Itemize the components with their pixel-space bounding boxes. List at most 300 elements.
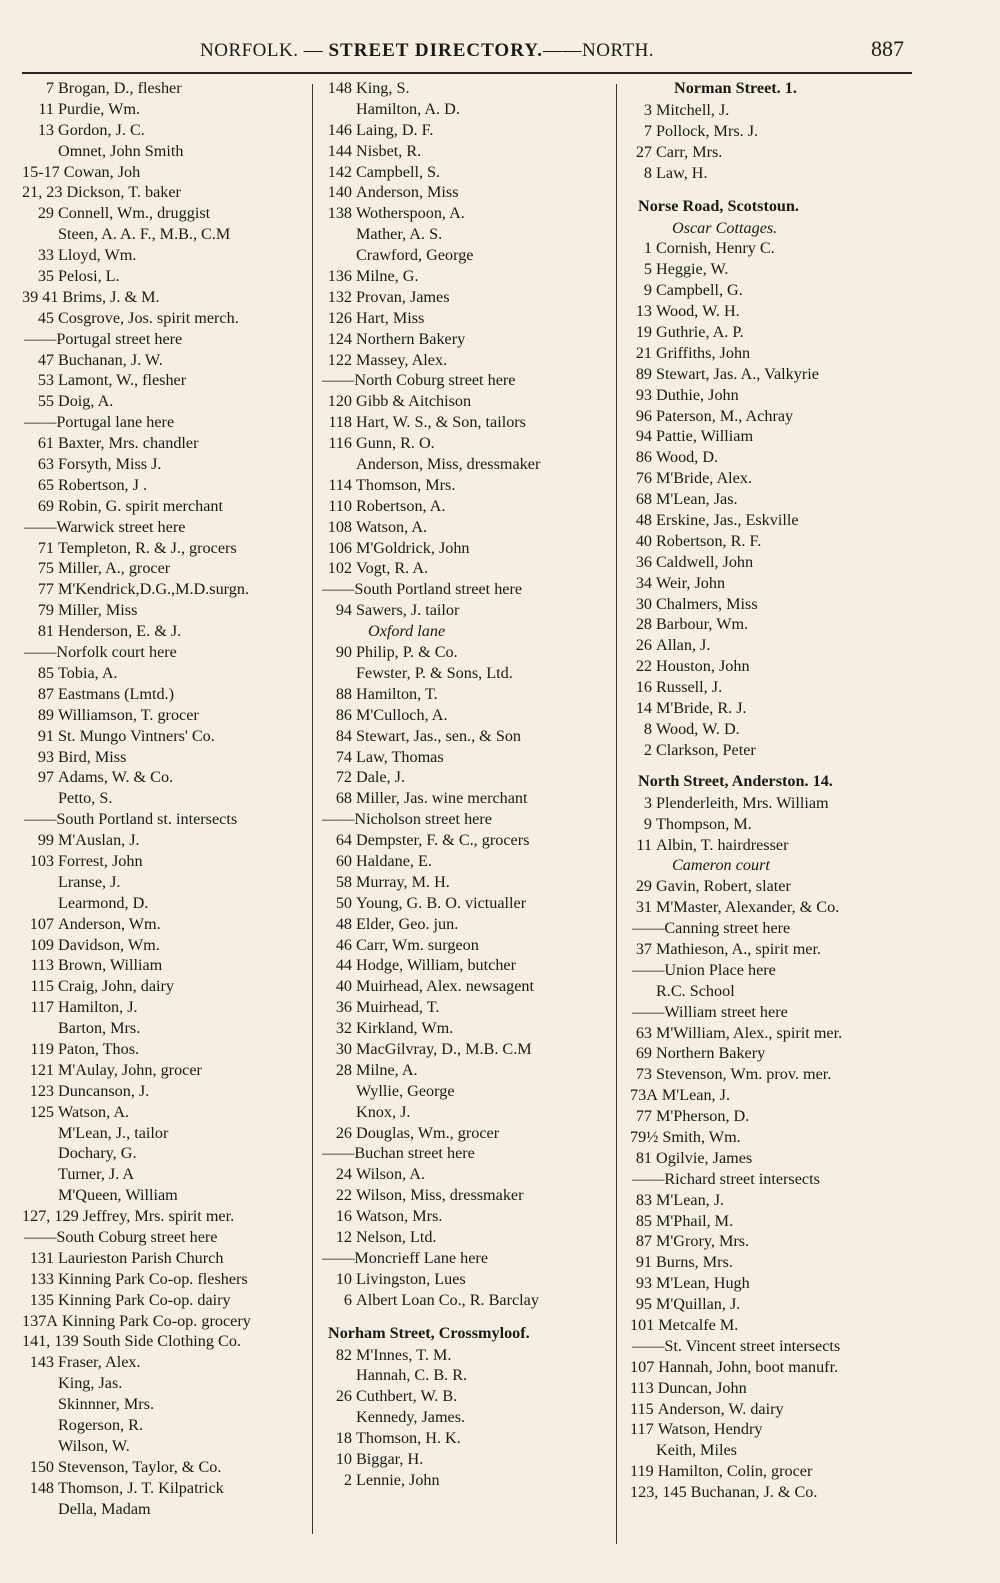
house-number xyxy=(320,1102,356,1123)
house-number: 10 xyxy=(335,1450,352,1468)
house-number xyxy=(22,141,58,162)
house-number: 117 xyxy=(30,998,54,1017)
occupant-name: Cowan, Joh xyxy=(63,162,141,181)
house-number: 46 xyxy=(335,935,352,954)
cross-street-note: ——Nicholson street here xyxy=(322,810,492,829)
cross-street-note: ——St. Vincent street intersects xyxy=(632,1336,841,1355)
house-number: 40 xyxy=(335,977,352,996)
house-number xyxy=(320,454,356,475)
occupant-name: Weir, John xyxy=(656,573,726,592)
house-number xyxy=(22,1143,58,1164)
directory-entry xyxy=(22,1478,310,1499)
house-number: 8 xyxy=(643,719,652,738)
directory-entry xyxy=(22,370,310,391)
house-number: 19 xyxy=(635,323,652,342)
directory-entry xyxy=(22,726,310,747)
directory-entry xyxy=(22,1018,310,1039)
house-number: 30 xyxy=(635,594,652,613)
occupant-name: Barbour, Wm. xyxy=(656,615,749,634)
house-number: 22 xyxy=(635,657,652,676)
directory-entry xyxy=(22,245,310,266)
occupant-name: Templeton, R. & J., grocers xyxy=(58,538,237,557)
header-dash: — xyxy=(303,40,324,61)
occupant-name: Erskine, Jas., Eskville xyxy=(656,511,799,530)
occupant-name: Fewster, P. & Sons, Ltd. xyxy=(356,663,513,682)
house-number: 89 xyxy=(37,705,54,724)
directory-entry xyxy=(22,1373,310,1394)
occupant-name: Wilson, A. xyxy=(356,1165,426,1184)
occupant-name: Allan, J. xyxy=(656,636,711,655)
house-number: 84 xyxy=(335,726,352,745)
directory-entry xyxy=(320,329,616,350)
directory-entry xyxy=(22,1164,310,1185)
house-number: 83 xyxy=(635,1190,652,1209)
occupant-name: Hamilton, A. D. xyxy=(356,99,460,118)
directory-entry xyxy=(22,224,310,245)
house-number: 69 xyxy=(37,496,54,515)
occupant-name: Laurieston Parish Church xyxy=(58,1248,224,1267)
occupant-name: Miller, Miss xyxy=(58,601,138,620)
occupant-name: Douglas, Wm., grocer xyxy=(356,1123,500,1142)
house-number: 37 xyxy=(635,939,652,958)
house-number: 122 xyxy=(327,350,352,369)
house-number: 82 xyxy=(335,1345,352,1364)
house-number: 29 xyxy=(37,204,54,223)
occupant-name: Northern Bakery xyxy=(356,329,466,348)
directory-entry xyxy=(320,1185,616,1206)
house-number: 21, 23 xyxy=(22,183,63,202)
street-heading: Norse Road, Scotstoun. xyxy=(638,196,799,215)
directory-entry xyxy=(22,1269,310,1290)
directory-entry xyxy=(22,1290,310,1311)
directory-entry xyxy=(630,1190,914,1211)
house-number: 142 xyxy=(327,162,352,181)
occupant-name: M'Innes, T. M. xyxy=(356,1345,452,1364)
occupant-name: Learmond, D. xyxy=(58,893,149,912)
occupant-name: Crawford, George xyxy=(356,246,474,265)
header-right: NORTH. xyxy=(582,40,655,61)
directory-entry xyxy=(320,454,616,475)
directory-entry xyxy=(630,594,914,615)
directory-entry xyxy=(22,872,310,893)
directory-entry xyxy=(320,872,616,893)
house-number: 108 xyxy=(327,517,352,536)
directory-entry xyxy=(22,433,310,454)
directory-entry xyxy=(320,308,616,329)
house-number: 150 xyxy=(29,1457,54,1476)
directory-entry xyxy=(630,1211,914,1232)
directory-entry xyxy=(320,767,616,788)
directory-entry xyxy=(630,447,914,468)
street-heading: North Street, Anderston. 14. xyxy=(638,771,833,790)
directory-entry xyxy=(320,1039,616,1060)
occupant-name: Forrest, John xyxy=(58,851,143,870)
house-number xyxy=(630,981,656,1002)
column-2 xyxy=(320,78,616,1491)
column-1 xyxy=(22,78,310,1519)
occupant-name: Keith, Miles xyxy=(656,1441,737,1460)
occupant-name: Knox, J. xyxy=(356,1102,411,1121)
occupant-name: Northern Bakery xyxy=(656,1044,766,1063)
directory-entry xyxy=(320,1428,616,1449)
occupant-name: Griffiths, John xyxy=(656,343,751,362)
occupant-name: M'Lean, Jas. xyxy=(656,490,738,509)
cross-street-note: ——Portugal street here xyxy=(24,329,183,348)
directory-entry xyxy=(630,614,914,635)
occupant-name: Vogt, R. A. xyxy=(356,559,429,578)
house-number: 81 xyxy=(635,1148,652,1167)
occupant-name: King, Jas. xyxy=(58,1374,123,1393)
occupant-name: Doig, A. xyxy=(58,392,114,411)
house-number: 107 xyxy=(630,1357,655,1376)
directory-entry xyxy=(630,100,914,121)
house-number: 102 xyxy=(327,559,352,578)
house-number: 34 xyxy=(635,573,652,592)
directory-entry xyxy=(630,468,914,489)
occupant-name: Dempster, F. & C., grocers xyxy=(356,831,530,850)
occupant-name: R.C. School xyxy=(656,981,735,1000)
directory-entry xyxy=(22,78,310,99)
directory-entry xyxy=(320,1345,616,1366)
house-number: 137A xyxy=(22,1311,58,1330)
occupant-name: Lennie, John xyxy=(356,1470,440,1489)
directory-entry xyxy=(320,433,616,454)
occupant-name: Robertson, J . xyxy=(58,475,148,494)
house-number: 47 xyxy=(37,350,54,369)
occupant-name: Sawers, J. tailor xyxy=(356,601,460,620)
occupant-name: Kirkland, Wm. xyxy=(356,1019,454,1038)
house-number: 144 xyxy=(327,141,352,160)
occupant-name: Dickson, T. baker xyxy=(66,183,181,202)
house-number: 133 xyxy=(29,1269,54,1288)
occupant-name: Buchanan, J. W. xyxy=(58,350,163,369)
occupant-name: Hannah, C. B. R. xyxy=(356,1366,468,1385)
house-number: 79 xyxy=(37,601,54,620)
directory-entry xyxy=(22,705,310,726)
house-number: 3 xyxy=(643,101,652,119)
directory-entry xyxy=(320,976,616,997)
directory-entry xyxy=(22,475,310,496)
occupant-name: Brogan, D., flesher xyxy=(58,79,182,97)
occupant-name: M'Kendrick,D.G.,M.D.surgn. xyxy=(58,580,250,599)
occupant-name: Della, Madam xyxy=(58,1499,151,1518)
directory-entry xyxy=(22,1311,310,1332)
occupant-name: Cornish, Henry C. xyxy=(656,239,775,258)
sub-heading: Cameron court xyxy=(672,856,770,875)
directory-entry xyxy=(22,1102,310,1123)
occupant-name: Brims, J. & M. xyxy=(62,287,160,306)
occupant-name: M'Bride, Alex. xyxy=(656,469,752,488)
occupant-name: Brown, William xyxy=(58,956,163,975)
house-number: 114 xyxy=(328,475,352,494)
occupant-name: Biggar, H. xyxy=(356,1450,424,1468)
house-number: 140 xyxy=(327,183,352,202)
house-number: 141, 139 xyxy=(22,1332,79,1351)
directory-entry xyxy=(320,663,616,684)
cross-street-note: ——Moncrieff Lane here xyxy=(322,1248,489,1267)
occupant-name: Heggie, W. xyxy=(656,260,729,279)
house-number: 85 xyxy=(37,663,54,682)
occupant-name: Hamilton, J. xyxy=(58,998,138,1017)
house-number xyxy=(22,1499,58,1520)
occupant-name: Nisbet, R. xyxy=(356,141,422,160)
house-number: 29 xyxy=(635,877,652,896)
occupant-name: Hannah, John, boot manufr. xyxy=(658,1357,839,1376)
occupant-name: Wilson, Miss, dressmaker xyxy=(356,1186,524,1205)
house-number: 68 xyxy=(635,490,652,509)
directory-entry xyxy=(630,343,914,364)
cross-street-note: ——Norfolk court here xyxy=(24,643,177,662)
directory-entry xyxy=(22,955,310,976)
occupant-name: Thomson, Mrs. xyxy=(356,475,456,494)
occupant-name: Connell, Wm., druggist xyxy=(58,204,211,223)
occupant-name: Wyllie, George xyxy=(356,1081,455,1100)
house-number: 2 xyxy=(643,740,652,759)
occupant-name: Thomson, J. T. Kilpatrick xyxy=(58,1478,224,1497)
house-number: 3 xyxy=(643,793,652,812)
house-number: 12 xyxy=(335,1227,352,1246)
occupant-name: Gavin, Robert, slater xyxy=(656,877,791,896)
house-number: 26 xyxy=(335,1387,352,1406)
house-number: 109 xyxy=(29,935,54,954)
occupant-name: Kinning Park Co-op. dairy xyxy=(58,1290,231,1309)
occupant-name: M'Culloch, A. xyxy=(356,705,448,724)
directory-entry xyxy=(22,350,310,371)
house-number: 50 xyxy=(335,893,352,912)
directory-entry xyxy=(630,1085,914,1106)
directory-entry xyxy=(320,475,616,496)
house-number: 69 xyxy=(635,1044,652,1063)
house-number: 26 xyxy=(635,636,652,655)
occupant-name: M'Lean, J. xyxy=(656,1190,725,1209)
occupant-name: Stevenson, Wm. prov. mer. xyxy=(656,1065,832,1084)
house-number: 148 xyxy=(327,79,352,97)
directory-entry xyxy=(320,1206,616,1227)
house-number: 119 xyxy=(30,1039,54,1058)
directory-entry xyxy=(320,1269,616,1290)
directory-entry xyxy=(320,1164,616,1185)
house-number: 79½ xyxy=(630,1127,659,1146)
occupant-name: Thomson, H. K. xyxy=(356,1429,461,1448)
directory-entry xyxy=(22,767,310,788)
directory-entry xyxy=(630,939,914,960)
occupant-name: Pollock, Mrs. J. xyxy=(656,121,759,140)
occupant-name: M'Lean, Hugh xyxy=(656,1274,750,1293)
directory-entry xyxy=(320,78,616,99)
column-divider xyxy=(312,84,313,1534)
house-number: 48 xyxy=(335,914,352,933)
occupant-name: Hodge, William, butcher xyxy=(356,956,516,975)
directory-entry xyxy=(320,705,616,726)
directory-entry xyxy=(22,266,310,287)
occupant-name: Hamilton, T. xyxy=(356,684,438,703)
occupant-name: Steen, A. A. F., M.B., C.M xyxy=(58,225,231,244)
occupant-name: Wood, W. H. xyxy=(656,302,740,321)
directory-entry xyxy=(22,1352,310,1373)
house-number: 11 xyxy=(38,99,54,118)
directory-entry xyxy=(22,1081,310,1102)
occupant-name: Duncan, John xyxy=(657,1378,747,1397)
house-number: 7 xyxy=(45,79,54,97)
directory-entry xyxy=(630,1357,914,1378)
house-number: 107 xyxy=(29,914,54,933)
directory-entry xyxy=(22,1331,310,1352)
house-number: 94 xyxy=(335,601,352,620)
occupant-name: M'Lean, J., tailor xyxy=(58,1123,169,1142)
house-number: 88 xyxy=(335,684,352,703)
directory-entry xyxy=(22,747,310,768)
directory-entry xyxy=(320,1449,616,1470)
house-number: 26 xyxy=(335,1123,352,1142)
occupant-name: Metcalfe M. xyxy=(658,1315,739,1334)
occupant-name: M'Pherson, D. xyxy=(656,1107,750,1126)
house-number: 30 xyxy=(335,1039,352,1058)
directory-entry xyxy=(320,747,616,768)
occupant-name: Anderson, Miss xyxy=(356,183,459,202)
occupant-name: Dochary, G. xyxy=(58,1144,137,1163)
house-number: 131 xyxy=(29,1248,54,1267)
occupant-name: Watson, Hendry xyxy=(657,1420,763,1439)
occupant-name: Robertson, R. F. xyxy=(656,531,762,550)
house-number: 106 xyxy=(327,538,352,557)
occupant-name: Miller, Jas. wine merchant xyxy=(356,789,528,808)
cross-street-note: ——Portugal lane here xyxy=(24,413,175,432)
occupant-name: Houston, John xyxy=(656,657,750,676)
occupant-name: Jeffrey, Mrs. spirit mer. xyxy=(82,1207,235,1226)
directory-entry xyxy=(630,897,914,918)
occupant-name: Mitchell, J. xyxy=(656,101,730,119)
directory-entry xyxy=(630,301,914,322)
occupant-name: Watson, Mrs. xyxy=(356,1207,443,1226)
house-number: 31 xyxy=(635,898,652,917)
occupant-name: Stevenson, Taylor, & Co. xyxy=(58,1457,222,1476)
house-number: 9 xyxy=(643,281,652,300)
directory-entry xyxy=(630,1252,914,1273)
house-number: 36 xyxy=(635,552,652,571)
sub-heading: Oxford lane xyxy=(368,622,446,641)
directory-entry xyxy=(630,489,914,510)
house-number: 135 xyxy=(29,1290,54,1309)
house-number: 18 xyxy=(335,1429,352,1448)
house-number: 121 xyxy=(29,1060,54,1079)
house-number: 99 xyxy=(37,831,54,850)
house-number: 94 xyxy=(635,427,652,446)
occupant-name: Paton, Thos. xyxy=(58,1039,140,1058)
directory-entry xyxy=(22,851,310,872)
directory-entry xyxy=(320,893,616,914)
house-number: 48 xyxy=(635,511,652,530)
directory-entry xyxy=(320,203,616,224)
occupant-name: Kennedy, James. xyxy=(356,1408,466,1427)
directory-entry xyxy=(630,1231,914,1252)
occupant-name: Ogilvie, James xyxy=(656,1148,753,1167)
page-header xyxy=(0,36,1000,70)
occupant-name: Milne, A. xyxy=(356,1060,418,1079)
directory-entry xyxy=(320,182,616,203)
directory-entry xyxy=(22,684,310,705)
house-number: 126 xyxy=(327,308,352,327)
occupant-name: Bird, Miss xyxy=(58,747,127,766)
occupant-name: Plenderleith, Mrs. William xyxy=(656,793,829,812)
directory-entry xyxy=(22,1143,310,1164)
occupant-name: M'Phail, M. xyxy=(656,1211,734,1230)
directory-entry xyxy=(630,876,914,897)
directory-entry xyxy=(22,1436,310,1457)
directory-entry xyxy=(320,830,616,851)
house-number: 68 xyxy=(335,789,352,808)
occupant-name: Muirhead, Alex. newsagent xyxy=(356,977,535,996)
directory-entry xyxy=(320,1386,616,1407)
occupant-name: Lloyd, Wm. xyxy=(58,246,137,265)
house-number: 86 xyxy=(335,705,352,724)
cross-street-note: ——William street here xyxy=(632,1002,788,1021)
occupant-name: Baxter, Mrs. chandler xyxy=(58,434,199,453)
house-number xyxy=(22,1164,58,1185)
directory-entry xyxy=(320,851,616,872)
occupant-name: MacGilvray, D., M.B. C.M xyxy=(356,1039,532,1058)
occupant-name: M'Aulay, John, grocer xyxy=(58,1060,202,1079)
directory-entry xyxy=(320,224,616,245)
occupant-name: Elder, Geo. jun. xyxy=(356,914,459,933)
directory-entry xyxy=(630,552,914,573)
house-number xyxy=(320,99,356,120)
occupant-name: Russell, J. xyxy=(656,678,723,697)
occupant-name: Chalmers, Miss xyxy=(656,594,758,613)
column-3 xyxy=(630,78,914,1503)
directory-entry xyxy=(22,1394,310,1415)
directory-entry xyxy=(320,99,616,120)
directory-entry xyxy=(22,893,310,914)
house-number: 53 xyxy=(37,371,54,390)
directory-entry xyxy=(22,99,310,120)
occupant-name: St. Mungo Vintners' Co. xyxy=(58,726,215,745)
directory-entry xyxy=(22,1457,310,1478)
house-number xyxy=(320,1407,356,1428)
occupant-name: Watson, A. xyxy=(58,1102,130,1121)
house-number: 113 xyxy=(30,956,54,975)
occupant-name: Davidson, Wm. xyxy=(58,935,160,954)
street-heading: Norham Street, Crossmyloof. xyxy=(328,1323,530,1342)
house-number: 91 xyxy=(635,1253,652,1272)
directory-entry xyxy=(320,266,616,287)
directory-entry xyxy=(630,1482,914,1503)
occupant-name: Thompson, M. xyxy=(656,814,752,833)
occupant-name: Smith, Wm. xyxy=(662,1127,741,1146)
cross-street-note: ——South Coburg street here xyxy=(24,1227,218,1246)
directory-entry xyxy=(630,142,914,163)
house-number xyxy=(22,224,58,245)
occupant-name: Skinnner, Mrs. xyxy=(58,1395,155,1414)
occupant-name: Carr, Mrs. xyxy=(656,142,723,161)
occupant-name: M'Bride, R. J. xyxy=(656,699,747,718)
occupant-name: Philip, P. & Co. xyxy=(356,643,458,662)
column-divider xyxy=(616,84,617,1544)
house-number: 15-17 xyxy=(22,162,60,181)
house-number: 95 xyxy=(635,1295,652,1314)
header-left: NORFOLK. xyxy=(200,40,299,61)
directory-entry xyxy=(630,1127,914,1148)
directory-entry xyxy=(22,1039,310,1060)
house-number: 90 xyxy=(335,643,352,662)
directory-entry xyxy=(630,426,914,447)
house-number: 91 xyxy=(37,726,54,745)
cross-street-note: ——South Portland st. intersects xyxy=(24,810,238,829)
house-number xyxy=(22,1373,58,1394)
occupant-name: Paterson, M., Achray xyxy=(656,406,794,425)
occupant-name: Wilson, W. xyxy=(58,1436,130,1455)
house-number: 61 xyxy=(37,434,54,453)
house-number: 73A xyxy=(630,1086,658,1105)
